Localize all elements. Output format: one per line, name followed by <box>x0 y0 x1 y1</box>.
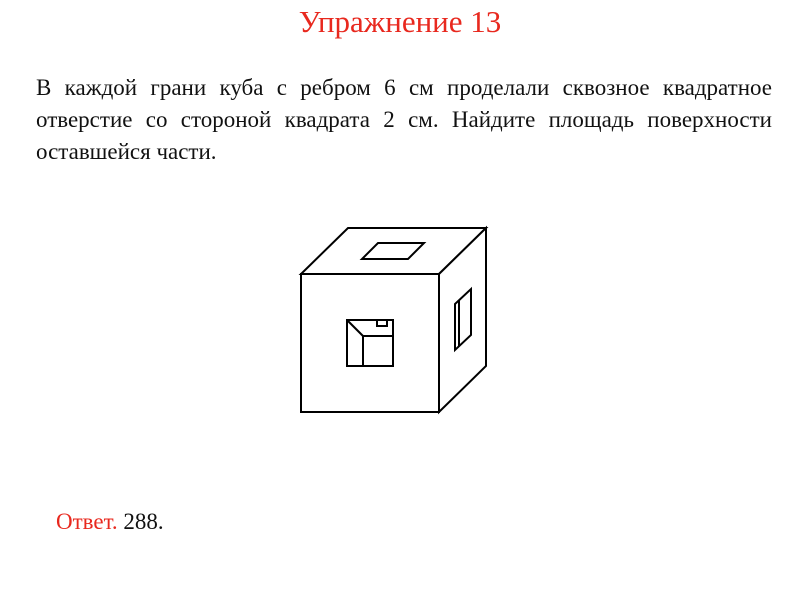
answer <box>56 506 164 538</box>
answer-label: Ответ. <box>56 509 118 534</box>
cube-figure <box>290 218 495 418</box>
slide-title: Упражнение 13 <box>298 4 502 39</box>
problem-text: В каждой грани куба с ребром 6 см проделали сквозное квадратное отверстие со стороной квадрата 2 см. Найдите площадь поверхности оставшейся части. <box>36 75 772 164</box>
answer-value: 288. <box>123 509 164 534</box>
cube-drawing <box>290 218 495 418</box>
